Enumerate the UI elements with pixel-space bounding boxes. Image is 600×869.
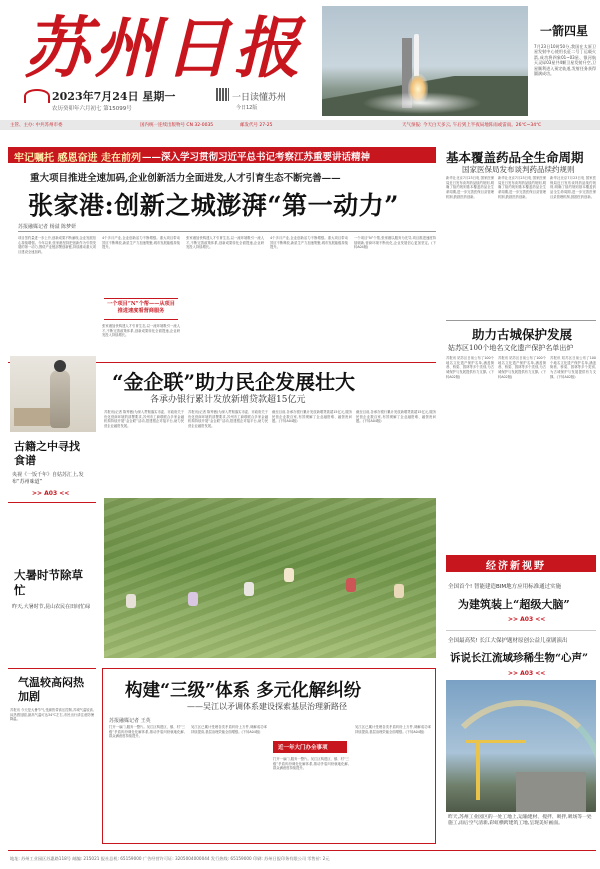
masthead-date: 2023年7月24日 星期一 — [52, 90, 176, 103]
article3-col3: 打开一扇门,服务一整片。吴江区构建区、镇、村“三级”矛盾纠纷调处化解体系,推动矛盾纠纷就地化解,群众满意度持续提升。 — [273, 757, 349, 771]
econ-item1-pre: 全国首个! 智能建造BIM地方应用标准通过实施 — [448, 584, 562, 590]
ancient-photo — [10, 356, 96, 432]
right1-sub: 国家医保局发布谈判药品续约规则 — [462, 165, 575, 174]
econ-divider — [446, 630, 596, 631]
article3-col1: 打开一扇门,服务一整片。吴江区构建区、镇、村“三级”矛盾纠纷调处化解体系,推动矛盾纠纷就地化解,群众满意度持续提升。 — [109, 725, 185, 739]
building-block — [516, 772, 586, 812]
lead-col-4: 张家港加快构建人才引育生态,以一流环境吸引一流人才,不断完善政策体系,创新成果转化全面提速,企业研发投入持续增长。 — [186, 236, 264, 250]
lead-box-text: 一个项目“N”个帮——从项目推进速度看营商服务 — [107, 301, 175, 314]
econ-item2-more[interactable]: >> A03 << — [508, 670, 546, 677]
right2-headline: 助力古城保护发展 — [472, 327, 573, 342]
lead-headline: 张家港:创新之城澎湃“第一动力” — [28, 191, 399, 220]
masthead-pages: 今日12版 — [236, 105, 258, 111]
crane-tower — [476, 740, 480, 800]
article2-headline: “金企联”助力民企发展壮大 — [112, 370, 356, 394]
info-bar — [0, 120, 600, 130]
rocket-photo — [322, 6, 528, 116]
right2-col2: 苏报讯 姑苏区日前公布了100个地名文化遗产保护名单,涵盖街巷、桥梁、园林等多个类别,为古城保护与发展提供有力支撑。(下转A02版) — [498, 356, 546, 379]
econ-item2-pre: 全国最高奖! 长江大保护题材原创公益儿童剧演出 — [448, 638, 568, 644]
ancient-more[interactable]: >> A03 << — [32, 490, 70, 497]
banner-right: ——深入学习贯彻习近平总书记考察江苏重要讲话精神 — [142, 152, 371, 163]
rainbow-photo — [446, 680, 596, 812]
article2-col3: 截至目前,各承办银行累计发放新增贷款超15亿元,服务民营企业数百家,有效缓解了企业融资难、融资贵问题。(下转A04版) — [272, 410, 352, 424]
heat-text: 苏报讯 今天是大暑节气,受副热带高压控制,苏城气温较高,闷热感加剧,最高气温可达34℃左右,市民出行请注意防暑降温。 — [10, 708, 94, 722]
article2-col1: 苏报讯(记者 陈秀薇)为深入贯彻落实市委、市政府关于优化营商环境的部署要求,苏州市工商联联合多家金融机构持续开展“金企联”活动,搭建银企对接平台,助力民营企业融资发展。 — [104, 410, 184, 429]
article3-inbox-label: 近一年大门办全事项 — [278, 745, 328, 751]
farmer-6 — [394, 584, 404, 598]
econ-header — [446, 555, 596, 572]
masthead-qr-icon — [216, 88, 229, 101]
article3-sub: ——吴江以矛调体系建设探索基层治理新路径 — [187, 702, 347, 711]
article2-col2: 苏报讯(记者 陈秀薇)为深入贯彻落实市委、市政府关于优化营商环境的部署要求,苏州市工商联联合多家金融机构持续开展“金企联”活动,搭建银企对接平台,助力民营企业融资发展。 — [188, 410, 268, 429]
top-news-text: 7月23日10时50分,我国在太原卫星发射中心使用长征二号丁运载火箭,成功将四象01~03星、银河航天灵犀03星共4颗卫星发射升空,卫星顺利进入预定轨道,发射任务获得圆满成功。 — [534, 44, 596, 77]
right1-rule — [446, 320, 596, 321]
article3-col2: 吴江区已累计受理各类矛盾纠纷上万件,调解成功率持续提高,基层治理效能全面增强。(下转A04版) — [191, 725, 267, 734]
banner-left: 牢记嘱托 感恩奋进 走在前列 — [14, 153, 141, 164]
lead-byline: 苏报融媒记者 杨溢 陈梦妍 — [18, 224, 77, 230]
summer-title: 大暑时节除草忙 — [14, 568, 83, 597]
info-cn: 国内统一连续出版物号 CN 32-0035 — [140, 123, 214, 128]
summer-caption: 昨天,大暑时节,昆山农民在田间忙碌 — [12, 604, 91, 610]
article3-headline: 构建“三级”体系 多元化解纠纷 — [125, 681, 362, 701]
field-photo — [104, 498, 436, 658]
smoke-cloud — [362, 92, 482, 114]
footer-text: 地址: 苏州工业园区苏惠路118号 邮编: 215021 报社总机: 65159000 广告经营许可证: 3205004000044 发行热线: 65159000 印刷: 苏州日报印务有限公司 零售价: 2元 — [10, 856, 330, 861]
econ-label: 经济新视野 — [486, 561, 546, 572]
farmer-4 — [284, 568, 294, 582]
photo-caption: 昨天,苏州工业园区的一处工地上,运输建材、搅拌、吸拌,吸场等一处施工,雨后空气清新,彩虹横跨建筑工地,呈现美好画面。 — [448, 815, 592, 827]
article3-col4: 吴江区已累计受理各类矛盾纠纷上万件,调解成功率持续提高,基层治理效能全面增强。(下转A04版) — [355, 725, 431, 734]
sidebar-rule-2 — [8, 668, 96, 669]
table-shape — [14, 408, 50, 426]
lead-col-5: 4个多月产业,企业创新活力不断增强。重大项目带动效应不断释放,新质生产力加速集聚,城市发展能级持续提升。 — [270, 236, 348, 250]
right1-col3: 新华社北京7月23日电 国家医保局近日发布谈判药品续约规则,明确了续约规则基本覆盖药品全生命周期,进一步完善医保目录管理机制,鼓励医药创新。 — [550, 176, 596, 199]
lead-kicker: 重大项目推进全速加码,企业创新活力全面进发,人才引育生态不断完善—— — [30, 173, 341, 184]
rocket-body — [414, 34, 419, 76]
econ-item2-title: 诉说长江流域珍稀生物“心声” — [450, 652, 589, 664]
info-post: 邮发代号 27-25 — [240, 123, 273, 128]
lead-col-2: 4个多月产业,企业创新活力不断增强。重大项目带动效应不断释放,新质生产力加速集聚,城市发展能级持续提升。 — [102, 236, 180, 250]
right1-col2: 新华社北京7月23日电 国家医保局近日发布谈判药品续约规则,明确了续约规则基本覆盖药品全生命周期,进一步完善医保目录管理机制,鼓励医药创新。 — [498, 176, 546, 199]
field-rows — [104, 498, 436, 658]
right2-sub: 姑苏区100个地名文化遗产保护名单出炉 — [448, 344, 574, 352]
ancient-sub: 央视《一饭千年》自姑苏汇上,发布“苏州味道” — [12, 472, 84, 485]
figure-dress — [50, 370, 70, 428]
ancient-title: 古籍之中寻找食谱 — [14, 440, 80, 467]
lead-rule — [18, 231, 436, 232]
figure-head — [54, 360, 66, 372]
right2-col3: 苏报讯 姑苏区日前公布了100个地名文化遗产保护名单,涵盖街巷、桥梁、园林等多个类别,为古城保护与发展提供有力支撑。(下转A02版) — [550, 356, 596, 379]
article2-col4: 截至目前,各承办银行累计发放新增贷款超15亿元,服务民营企业数百家,有效缓解了企业融资难、融资贵问题。(下转A04版) — [356, 410, 436, 424]
masthead-logo-icon — [24, 89, 50, 103]
article3-byline: 苏报融媒记者 王英 — [109, 718, 151, 724]
farmer-1 — [126, 594, 136, 608]
sidebar-rule-1 — [8, 502, 96, 503]
lead-col-3: 张家港加快构建人才引育生态,以一流环境吸引一流人才,不断完善政策体系,创新成果转化全面提速,企业研发投入持续增长。 — [102, 324, 180, 338]
right1-col1: 新华社北京7月23日电 国家医保局近日发布谈判药品续约规则,明确了续约规则基本覆盖药品全生命周期,进一步完善医保目录管理机制,鼓励医药创新。 — [446, 176, 494, 199]
crane-arm — [466, 740, 526, 743]
farmer-2 — [188, 592, 198, 606]
right1-headline: 基本覆盖药品全生命周期 — [446, 150, 584, 165]
masthead-title: 苏州日报 — [24, 9, 304, 87]
lead-col-1: 项目签约量进一步上升,创新成果不断涌现,企业发展信心持续增强。今年以来,张家港坚持把创新作为引领发展的第一动力,围绕产业链部署创新链,持续推动重大项目建设全速加码。 — [18, 236, 96, 255]
footer-rule — [8, 850, 596, 851]
lead-box — [104, 298, 178, 320]
econ-item1-title: 为建筑装上“超级大脑” — [458, 598, 570, 611]
masthead-slogan: 一日读懂苏州 — [232, 93, 287, 103]
article3-inbox — [273, 741, 347, 753]
right2-col1: 苏报讯 姑苏区日前公布了100个地名文化遗产保护名单,涵盖街巷、桥梁、园林等多个类别,为古城保护与发展提供有力支撑。(下转A02版) — [446, 356, 494, 379]
farmer-3 — [244, 582, 254, 596]
article2-sub: 各承办银行累计发放新增贷款超15亿元 — [150, 395, 306, 405]
info-weather: 天气预报: 今天白天多云, 午后到上半夜局地阵雨或雷雨。26℃~34℃ — [402, 123, 542, 128]
lead-col-6: 一个项目“N”个帮,张家港以服务为先导,项目推进速度持续刷新,营商环境不断优化,企业发展信心更加坚定。(下转A04版) — [354, 236, 436, 250]
heat-title: 气温较高闷热加剧 — [18, 676, 84, 703]
top-news-title: 一箭四星 — [540, 24, 589, 38]
banner — [8, 147, 436, 163]
masthead-lunar: 农历癸卯年六月初七 第15099号 — [52, 106, 132, 112]
article3-box — [102, 668, 436, 844]
info-sponsor: 主管、主办: 中共苏州市委 — [10, 123, 63, 128]
econ-item1-more[interactable]: >> A03 << — [508, 616, 546, 623]
farmer-5 — [346, 578, 356, 592]
